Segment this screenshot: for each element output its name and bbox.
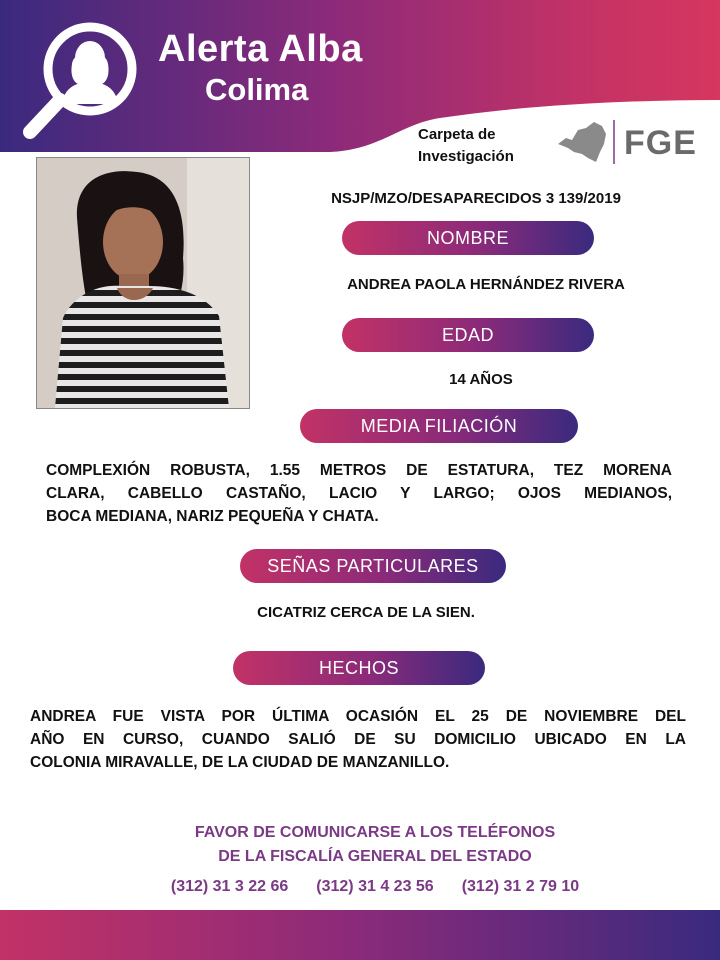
case-number: NSJP/MZO/DESAPARECIDOS 3 139/2019 <box>331 190 621 207</box>
senas-value: CICATRIZ CERCA DE LA SIEN. <box>257 604 475 621</box>
carpeta-line1: Carpeta de <box>418 126 496 143</box>
media-filiacion-label: MEDIA FILIACIÓN <box>300 409 578 443</box>
hechos-text <box>30 705 686 774</box>
edad-label: EDAD <box>342 318 594 352</box>
contact-line2: DE LA FISCALÍA GENERAL DEL ESTADO <box>218 848 532 865</box>
hechos-line1: ANDREA FUE VISTA POR ÚLTIMA OCASIÓN EL 25 DE NOVIEMBRE DEL <box>30 708 686 725</box>
alert-subtitle: Colima <box>205 72 309 107</box>
senas-label: SEÑAS PARTICULARES <box>240 549 506 583</box>
fge-logo-text: FGE <box>624 124 697 162</box>
alert-title: Alerta Alba <box>158 28 363 70</box>
edad-value: 14 AÑOS <box>449 371 513 388</box>
footer-band <box>0 910 720 960</box>
hechos-line2: AÑO EN CURSO, CUANDO SALIÓ DE SU DOMICILIO UBICADO EN LA <box>30 731 686 748</box>
contact-line1: FAVOR DE COMUNICARSE A LOS TELÉFONOS <box>194 824 556 841</box>
missing-person-photo <box>36 157 250 409</box>
carpeta-line2: Investigación <box>418 148 514 165</box>
hechos-label: HECHOS <box>233 651 485 685</box>
carpeta-label <box>418 124 514 168</box>
media-filiacion-text <box>46 459 672 528</box>
media-filiacion-line1: COMPLEXIÓN ROBUSTA, 1.55 METROS DE ESTATURA, TEZ MORENA <box>46 462 672 479</box>
phone-number: (312) 31 4 23 56 <box>316 878 434 895</box>
phone-list <box>100 878 650 896</box>
magnifier-woman-icon <box>20 14 150 144</box>
media-filiacion-line3: BOCA MEDIANA, NARIZ PEQUEÑA Y CHATA. <box>46 508 379 525</box>
fge-logo <box>556 118 706 168</box>
nombre-value: ANDREA PAOLA HERNÁNDEZ RIVERA <box>347 276 625 293</box>
phone-number: (312) 31 3 22 66 <box>170 878 289 895</box>
hechos-line3: COLONIA MIRAVALLE, DE LA CIUDAD DE MANZANILLO. <box>30 754 450 771</box>
phone-number: (312) 31 2 79 10 <box>461 878 580 895</box>
nombre-label: NOMBRE <box>342 221 594 255</box>
media-filiacion-line2: CLARA, CABELLO CASTAÑO, LACIO Y LARGO; OJOS MEDIANOS, <box>46 485 672 502</box>
